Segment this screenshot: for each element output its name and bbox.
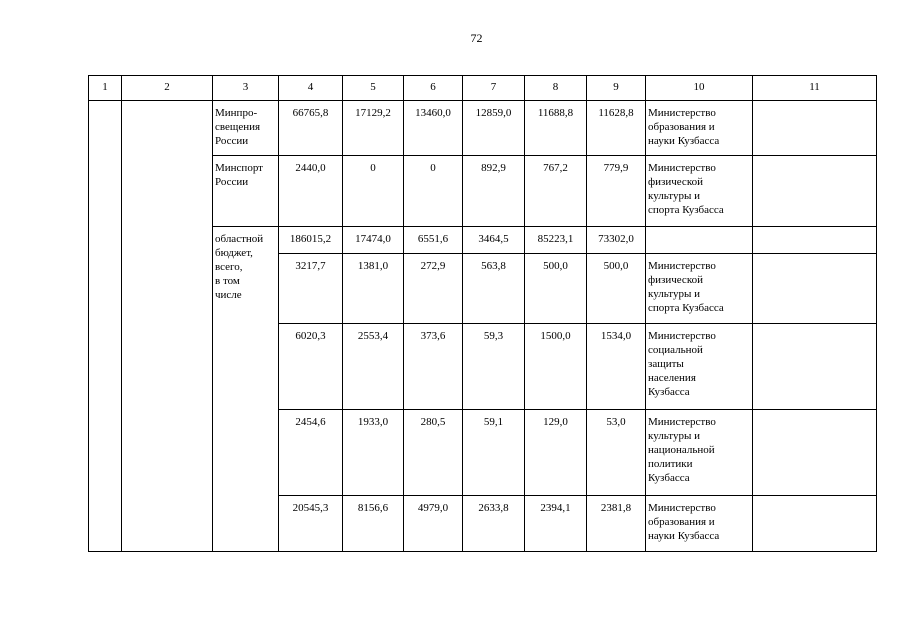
empty-cell-col11 bbox=[753, 324, 877, 410]
amount-cell: 272,9 bbox=[404, 254, 463, 324]
amount-cell: 85223,1 bbox=[525, 227, 587, 254]
amount-cell: 1534,0 bbox=[587, 324, 646, 410]
executor-cell: Министерство социальной защиты населения Кузбасса bbox=[646, 324, 753, 410]
executor-cell bbox=[646, 227, 753, 254]
amount-cell: 1381,0 bbox=[343, 254, 404, 324]
header-cell: 9 bbox=[587, 76, 646, 101]
empty-cell-col11 bbox=[753, 254, 877, 324]
header-cell: 8 bbox=[525, 76, 587, 101]
funding-source-cell: Минспорт России bbox=[213, 156, 279, 227]
amount-cell: 2553,4 bbox=[343, 324, 404, 410]
amount-cell: 6020,3 bbox=[279, 324, 343, 410]
empty-cell-col11 bbox=[753, 496, 877, 552]
amount-cell: 59,1 bbox=[463, 410, 525, 496]
amount-cell: 892,9 bbox=[463, 156, 525, 227]
amount-cell: 59,3 bbox=[463, 324, 525, 410]
executor-cell: Министерство физической культуры и спорта Кузбасса bbox=[646, 156, 753, 227]
amount-cell: 2394,1 bbox=[525, 496, 587, 552]
header-cell: 1 bbox=[89, 76, 122, 101]
header-cell: 5 bbox=[343, 76, 404, 101]
amount-cell: 13460,0 bbox=[404, 101, 463, 156]
header-cell: 3 bbox=[213, 76, 279, 101]
amount-cell: 1933,0 bbox=[343, 410, 404, 496]
amount-cell: 11688,8 bbox=[525, 101, 587, 156]
page-number: 72 bbox=[470, 31, 483, 45]
empty-cell-col11 bbox=[753, 101, 877, 156]
empty-cell-col11 bbox=[753, 227, 877, 254]
header-cell: 4 bbox=[279, 76, 343, 101]
amount-cell: 779,9 bbox=[587, 156, 646, 227]
amount-cell: 2381,8 bbox=[587, 496, 646, 552]
executor-cell: Министерство образования и науки Кузбасса bbox=[646, 101, 753, 156]
amount-cell: 186015,2 bbox=[279, 227, 343, 254]
empty-cell-col11 bbox=[753, 410, 877, 496]
amount-cell: 8156,6 bbox=[343, 496, 404, 552]
funding-source-cell: Минпро- свещения России bbox=[213, 101, 279, 156]
amount-cell: 129,0 bbox=[525, 410, 587, 496]
amount-cell: 20545,3 bbox=[279, 496, 343, 552]
funding-source-cell: областной бюджет, всего, в том числе bbox=[213, 227, 279, 552]
amount-cell: 1500,0 bbox=[525, 324, 587, 410]
amount-cell: 767,2 bbox=[525, 156, 587, 227]
table-row bbox=[89, 101, 877, 156]
amount-cell: 3464,5 bbox=[463, 227, 525, 254]
amount-cell: 66765,8 bbox=[279, 101, 343, 156]
amount-cell: 0 bbox=[343, 156, 404, 227]
amount-cell: 2633,8 bbox=[463, 496, 525, 552]
amount-cell: 500,0 bbox=[587, 254, 646, 324]
header-cell: 6 bbox=[404, 76, 463, 101]
amount-cell: 563,8 bbox=[463, 254, 525, 324]
executor-cell: Министерство образования и науки Кузбасса bbox=[646, 496, 753, 552]
amount-cell: 12859,0 bbox=[463, 101, 525, 156]
header-cell: 11 bbox=[753, 76, 877, 101]
amount-cell: 53,0 bbox=[587, 410, 646, 496]
header-row bbox=[89, 76, 877, 101]
executor-cell: Министерство культуры и национальной политики Кузбасса bbox=[646, 410, 753, 496]
empty-cell-col2 bbox=[122, 101, 213, 552]
executor-cell: Министерство физической культуры и спорта Кузбасса bbox=[646, 254, 753, 324]
amount-cell: 373,6 bbox=[404, 324, 463, 410]
amount-cell: 11628,8 bbox=[587, 101, 646, 156]
budget-table bbox=[88, 75, 877, 552]
amount-cell: 2454,6 bbox=[279, 410, 343, 496]
amount-cell: 73302,0 bbox=[587, 227, 646, 254]
amount-cell: 280,5 bbox=[404, 410, 463, 496]
amount-cell: 0 bbox=[404, 156, 463, 227]
header-cell: 10 bbox=[646, 76, 753, 101]
amount-cell: 2440,0 bbox=[279, 156, 343, 227]
empty-cell-col1 bbox=[89, 101, 122, 552]
header-cell: 2 bbox=[122, 76, 213, 101]
amount-cell: 17129,2 bbox=[343, 101, 404, 156]
header-cell: 7 bbox=[463, 76, 525, 101]
amount-cell: 500,0 bbox=[525, 254, 587, 324]
empty-cell-col11 bbox=[753, 156, 877, 227]
amount-cell: 3217,7 bbox=[279, 254, 343, 324]
amount-cell: 6551,6 bbox=[404, 227, 463, 254]
amount-cell: 17474,0 bbox=[343, 227, 404, 254]
amount-cell: 4979,0 bbox=[404, 496, 463, 552]
